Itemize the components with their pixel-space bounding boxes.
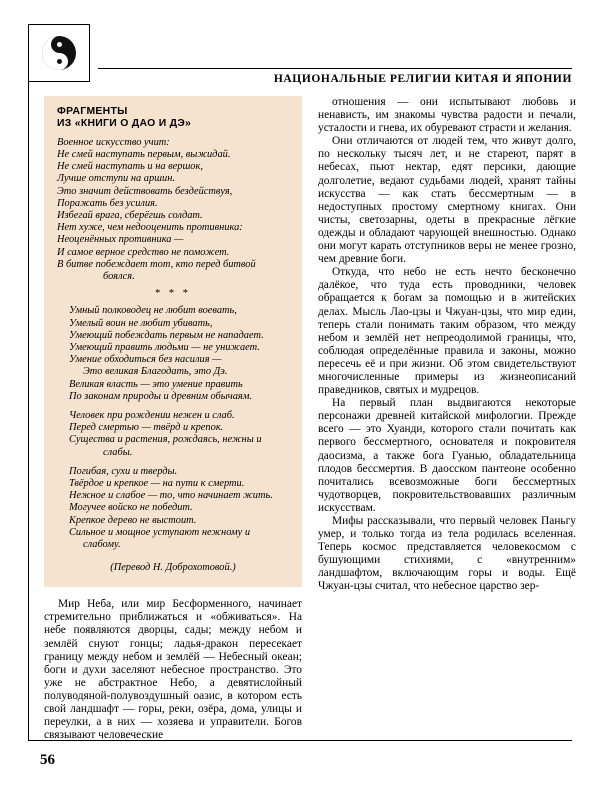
sidebar-box-title-line2: ИЗ «КНИГИ О ДАО И ДЭ» [57, 118, 192, 130]
verse-line: Сильное и мощное уступают нежному и [69, 526, 251, 538]
left-body-paragraph-1: Мир Неба, или мир Бесформенного, начинает стремительно приближаться и «обживаться». На небе появляются дворцы, сады; между небом и землёй снуют гонцы; ладья-дракон пересекает границу между небом и землёй — Небесный океан; боги и духи заселяют небесное пространство. Это уже не абстрактное Небо, а девятислойный полуводяной-полувоздушный оазис, в котором есть свой ландшафт — горы, реки, озёра, дома, улицы и переулки, а в них — хозяева и управители. Богов связывают человеческие [44, 598, 302, 742]
verse-line: Это великая Благодать, это Дэ. [83, 366, 228, 378]
verse-line: Нежное и слабое — то, что начинает жить. [69, 490, 273, 502]
verse-line: слабому. [83, 539, 121, 550]
yin-yang-logo-box [28, 24, 90, 82]
yin-yang-dark-dot [57, 59, 62, 64]
verse-line: Умелый воин не любит убивать, [69, 317, 213, 329]
yin-yang-icon [42, 36, 76, 70]
verse-stanza-3 [57, 410, 289, 459]
verse-stanza-1 [57, 137, 289, 283]
page-frame-left-rule [28, 24, 29, 740]
right-body-paragraph-3: Откуда, что небо не есть нечто бесконечно далёкое, что туда есть проводники, человек обращается к богам за помощью и в житейских делах. Мысль Лао-цзы и Чжуан-цзы, что мир един, теперь стали понимать таким образом, что между небом и землёй нет непреодолимой границы, что, соблюдая определённые правила и законы, можно пересечь её и при жизни. Об этом свидетельствуют многочисленные примеры из жизнеописаний праведников, святых и мудрецов. [318, 266, 576, 397]
left-text-column [44, 96, 302, 742]
header-divider [98, 68, 572, 69]
yin-yang-light-dot [57, 42, 62, 47]
verse-line: Поражать без усилия. [57, 197, 158, 209]
right-text-column [318, 96, 576, 594]
verse-line: Могучее войско не победит. [69, 502, 193, 514]
right-body-paragraph-5: Мифы рассказывали, что первый человек Паньгу умер, и только тогда из тела родилась вселенная. Теперь космос представляется человекосмом с бушующими стихиями, с «внутренним» ландшафтом, включающим горы и воды. Ещё Чжуан-цзы считал, что небесное царство зер- [318, 515, 576, 593]
verse-line: Военное искусство учит: [57, 136, 170, 148]
verse-line: Не смей наступать и на вершок, [57, 161, 203, 173]
verse-line: Избегай врага, сберёгшь солдат. [57, 210, 203, 222]
verse-line: Нет хуже, чем недооценить противника: [57, 222, 243, 234]
sidebar-box-title-line1: ФРАГМЕНТЫ [57, 106, 128, 117]
verse-line: И самое верное средство не поможет. [57, 246, 230, 258]
verse-stanza-4 [57, 466, 289, 551]
verse-stanza-2 [57, 305, 289, 403]
verse-line: Человек при рождении нежен и слаб. [69, 409, 235, 421]
verse-line: Погибая, сухи и тверды. [69, 465, 178, 477]
verse-line: боялся. [103, 271, 135, 283]
verse-line: Умный полководец не любит воевать, [69, 305, 237, 317]
page-header [28, 24, 572, 85]
right-body-paragraph-2: Они отличаются от людей тем, что живут долго, по нескольку тысяч лет, и не стареют, парят в небесах, пьют нектар, едят персики, дающие долголетие, ведают судьбами людей, хранят тайны искусства — как стать бессмертным — в недоступных простому смертному книгах. Они чисты, светозарны, одеты в прекрасные лёгкие одежды и обладают чарующей внешностью. Однако они могут карать отступников веры не менее грозно, чем древние боги. [318, 135, 576, 266]
verse-line: Великая власть — это умение править [69, 378, 243, 390]
verse-line: Умеющий править людьми — не унижает. [69, 341, 260, 353]
verse-line: Это значит действовать бездействуя, [57, 185, 233, 197]
verse-line: Перед смертью — твёрд и крепок. [69, 422, 224, 434]
right-body-paragraph-1: отношения — они испытывают любовь и ненависть, им знакомы чувства радости и печали, усталости и гнева, их обуревают страсти и желания. [318, 96, 576, 135]
stanza-separator: * * * [155, 288, 191, 300]
verse-line: Умение обходиться без насилия — [69, 354, 222, 366]
verse-line: Лучше отступи на аршин. [57, 173, 175, 185]
verse-line: По законам природы и древним обычаям. [69, 390, 252, 402]
sidebar-box-title [57, 106, 289, 131]
verse-line: Не смей наступать первым, выжидай. [57, 149, 231, 161]
verse-line: слабы. [103, 446, 133, 458]
verse-line: Крепкое дерево не выстоит. [69, 514, 197, 526]
right-body-paragraph-4: На первый план выдвигаются некоторые персонажи древней китайской мифологии. Прежде всего — это Хуанди, которого стали почитать как первого бессмертного, основателя и покровителя даосизма, а также бога Гуанью, обладательница плодов бессмертия. В даосском пантеоне особенно почитались всевозможные боги бессмертных чудотворцев, покровительствовавших различным искусствам. [318, 397, 576, 514]
verse-line: Умеющий побеждать первым не нападает. [69, 329, 264, 341]
verse-line: Твёрдое и крепкое — на пути к смерти. [69, 477, 245, 489]
verse-line: В битве побеждает тот, кто перед битвой [57, 258, 256, 270]
page-number: 56 [40, 752, 55, 768]
fragments-sidebar-box [44, 96, 302, 587]
running-head-title: НАЦИОНАЛЬНЫЕ РЕЛИГИИ КИТАЯ И ЯПОНИИ [273, 73, 572, 85]
verse-line: Неоценённых противника — [57, 234, 184, 246]
translation-credit: (Перевод Н. Доброхотовой.) [110, 562, 236, 574]
verse-line: Существа и растения, рождаясь, нежны и [69, 434, 262, 446]
